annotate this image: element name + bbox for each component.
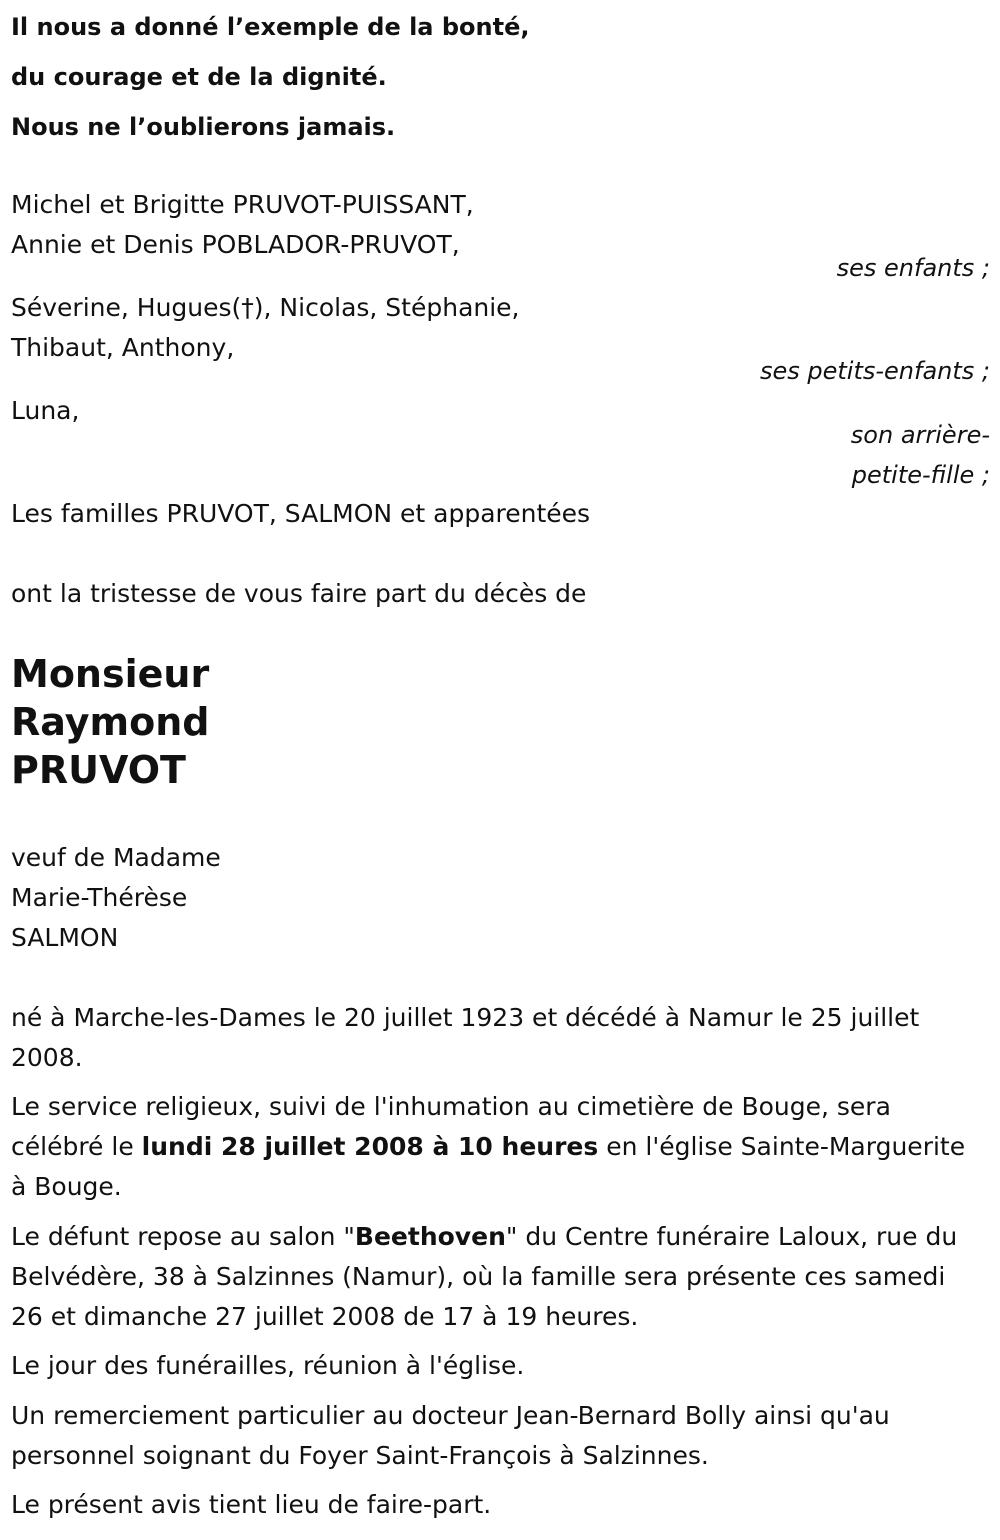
spouse-line: veuf de Madame xyxy=(11,843,221,872)
children-names xyxy=(11,185,474,265)
service-date: lundi 28 juillet 2008 à 10 heures xyxy=(141,1132,599,1161)
families-line: Les familles PRUVOT, SALMON et apparentées xyxy=(11,499,591,528)
viewing-paragraph xyxy=(11,1217,979,1337)
deceased-name xyxy=(11,650,209,794)
deceased-first-name: Raymond xyxy=(11,700,210,744)
notice-paragraph: Le présent avis tient lieu de faire-part. xyxy=(11,1490,492,1519)
grandchildren-names xyxy=(11,288,520,368)
deceased-last-name: PRUVOT xyxy=(11,748,186,792)
spouse-line: Marie-Thérèse xyxy=(11,883,188,912)
children-name-line: Annie et Denis POBLADOR-PRUVOT, xyxy=(11,230,460,259)
deceased-title: Monsieur xyxy=(11,652,210,696)
birth-death-paragraph: né à Marche-les-Dames le 20 juillet 1923 et décédé à Namur le 25 juillet 2008. xyxy=(11,1003,920,1072)
service-text-after: en l'église Sainte-Marguerite à Bouge. xyxy=(11,1132,966,1201)
great-grandchild-name-line: Luna, xyxy=(11,396,80,425)
viewing-text-before: Le défunt repose au salon " xyxy=(11,1222,355,1251)
spouse-line: SALMON xyxy=(11,923,119,952)
great-grandchild-label-line: son arrière- xyxy=(850,421,990,449)
epitaph-line: Nous ne l’oublierons jamais. xyxy=(11,113,396,141)
service-text-before: Le service religieux, suivi de l'inhumation au cimetière de Bouge, sera célébré le xyxy=(11,1092,891,1161)
thanks-paragraph: Un remerciement particulier au docteur Jean-Bernard Bolly ainsi qu'au personnel soignant du Foyer Saint-François à Salzinnes. xyxy=(11,1401,890,1470)
announcement-line: ont la tristesse de vous faire part du décès de xyxy=(11,579,587,608)
viewing-salon: Beethoven xyxy=(354,1222,506,1251)
gathering-paragraph: Le jour des funérailles, réunion à l'église. xyxy=(11,1351,525,1380)
epitaph-line: Il nous a donné l’exemple de la bonté, xyxy=(11,13,530,41)
service-paragraph xyxy=(11,1087,979,1207)
grandchildren-name-line: Séverine, Hugues(†), Nicolas, Stéphanie, xyxy=(11,293,520,322)
great-grandchild-names xyxy=(11,391,79,431)
great-grandchild-label-line: petite-fille ; xyxy=(851,461,990,489)
epitaph-line: du courage et de la dignité. xyxy=(11,63,387,91)
children-name-line: Michel et Brigitte PRUVOT-PUISSANT, xyxy=(11,190,474,219)
epitaph xyxy=(11,2,529,152)
viewing-text-after: " du Centre funéraire Laloux, rue du Belvédère, 38 à Salzinnes (Namur), où la famille sera présente ces samedi 26 et dimanche 27 juillet 2008 de 17 à 19 heures. xyxy=(11,1222,958,1331)
great-grandchild-label xyxy=(851,415,990,495)
grandchildren-name-line: Thibaut, Anthony, xyxy=(11,333,235,362)
spouse-block xyxy=(11,838,221,958)
grandchildren-label: ses petits-enfants ; xyxy=(759,357,990,385)
children-label: ses enfants ; xyxy=(836,254,990,282)
